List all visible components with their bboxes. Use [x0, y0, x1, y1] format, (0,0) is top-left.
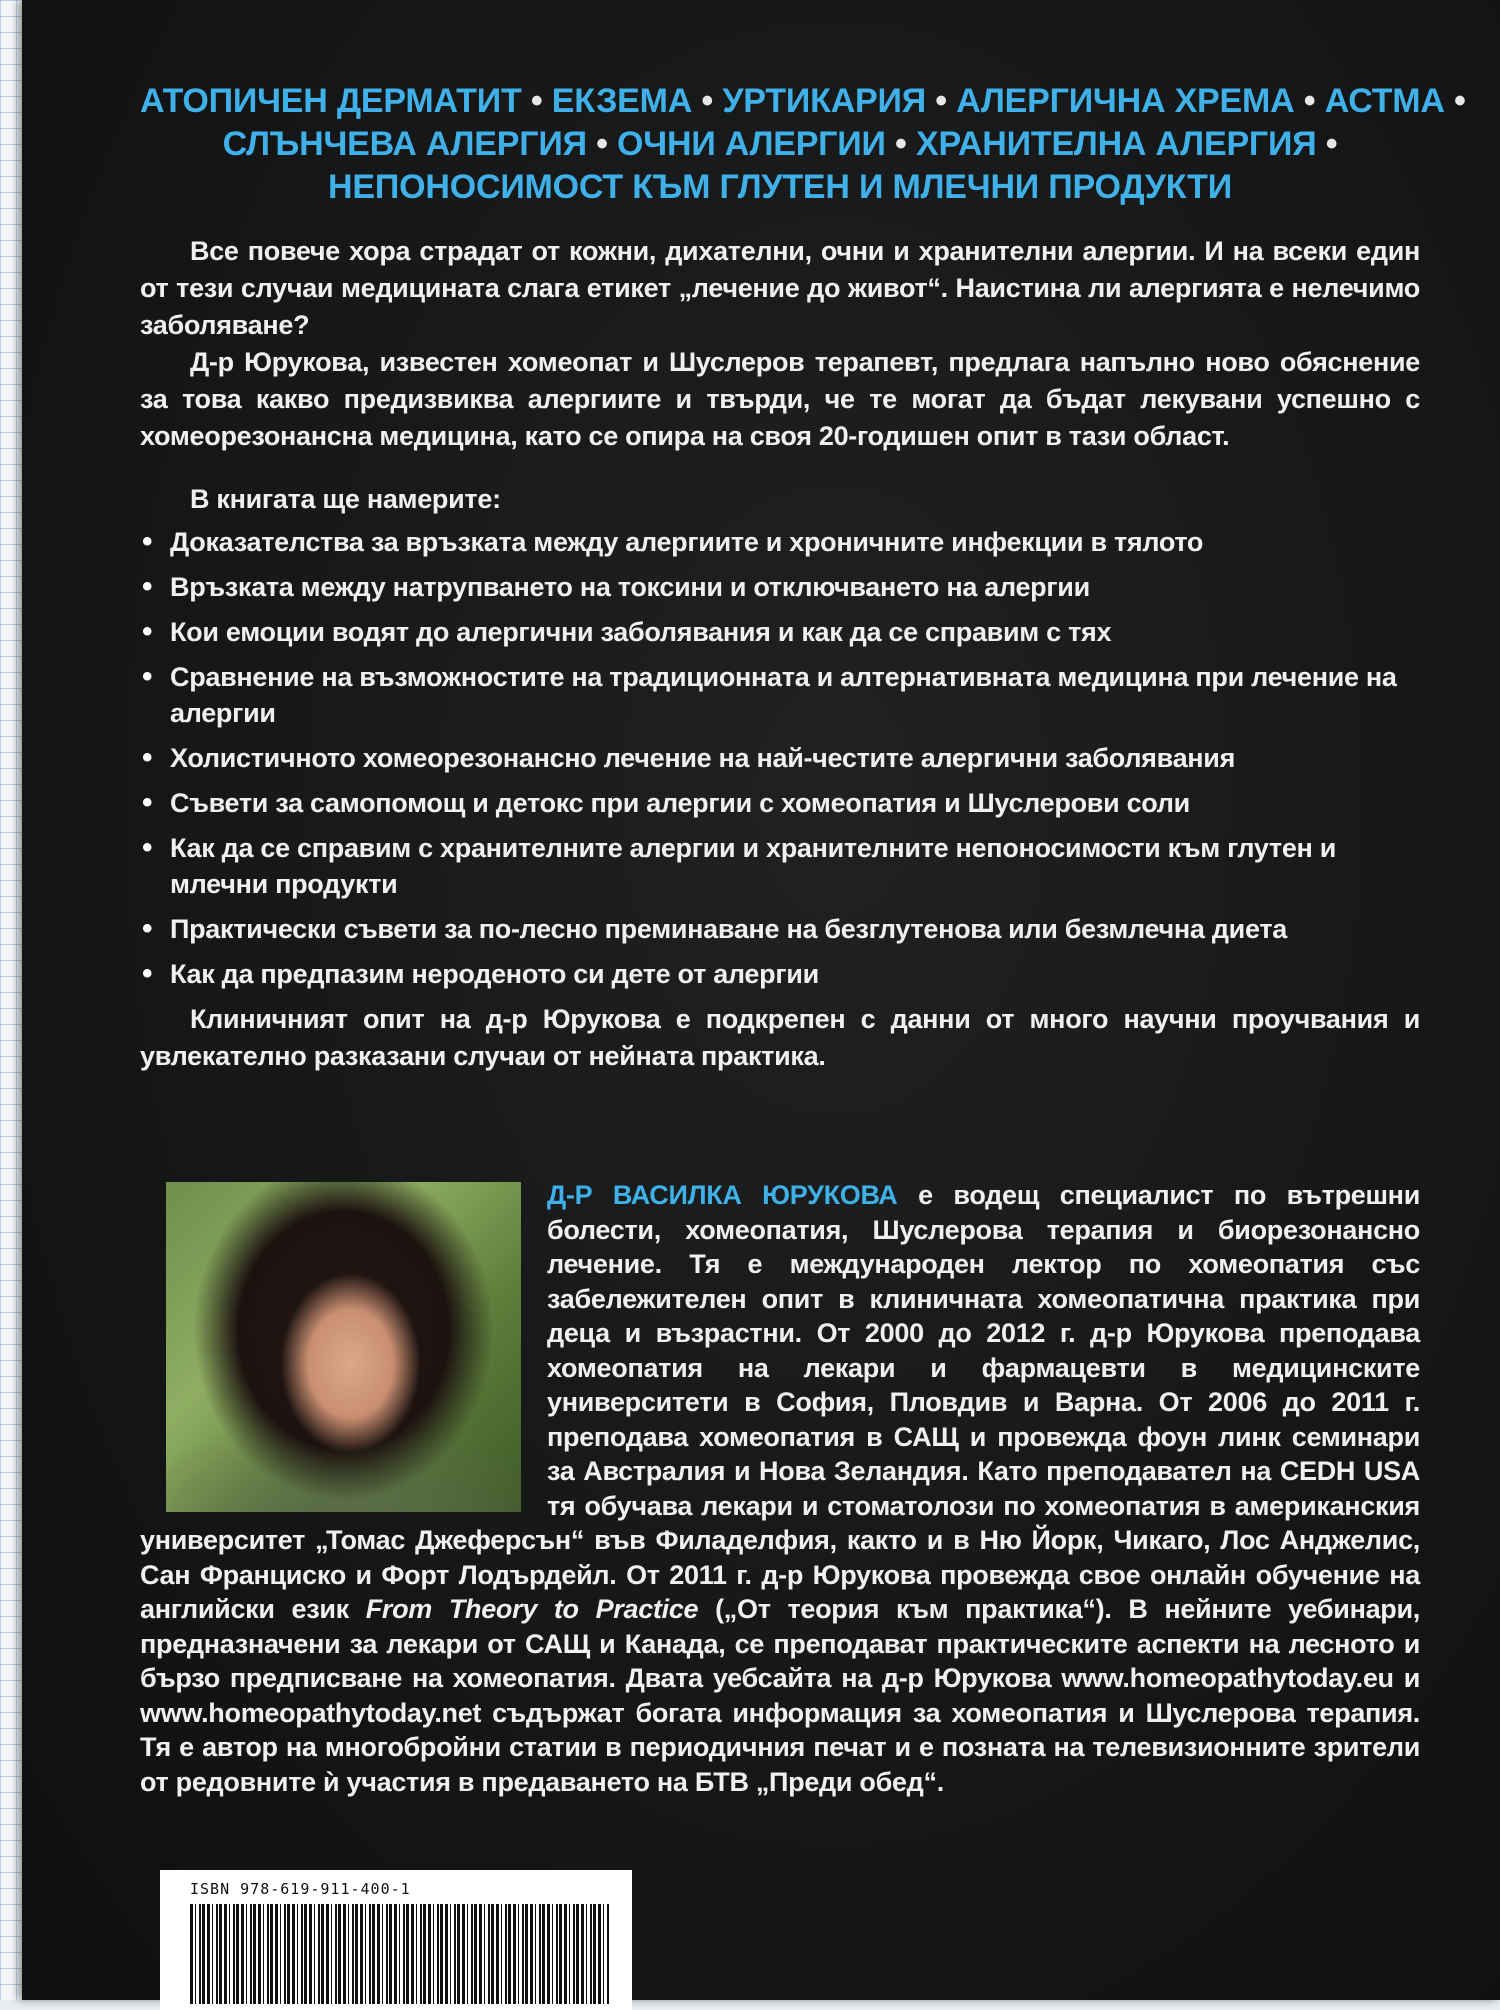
author-bio [140, 1178, 1420, 1799]
list-item: • Холистичното хомеорезонансно лечение на най-честите алергични заболявания [140, 740, 1420, 776]
author-photo [166, 1182, 521, 1512]
description-paragraph-1: Все повече хора страдат от кожни, дихателни, очни и хранителни алергии. И на всеки един от тези случаи медицината слага етикет „лечение до живот“. Наистина ли алергията е нелечимо заболяване? [140, 236, 1420, 340]
isbn-barcode-label [160, 1870, 632, 2010]
closing-paragraph: Клиничният опит на д-р Юрукова е подкрепен с данни от много научни проучвания и увлекателно разказани случаи от нейната практика. [140, 1004, 1420, 1071]
topic-line-1 [140, 80, 1466, 123]
list-item: • Как да предпазим нероденото си дете от алергии [140, 956, 1420, 992]
author-name: Д-Р ВАСИЛКА ЮРУКОВА [547, 1180, 898, 1210]
bullet-separator: • [701, 82, 714, 120]
cover-content [140, 80, 1466, 1075]
feature-list [140, 524, 1420, 992]
bullet-separator: • [596, 125, 608, 163]
author-bio-text: е водещ специалист по вътрешни болести, хомеопатия, Шуслерова терапия и биорезонансно лечение. Тя е международен лектор по хомеопатия със забележителен опит в клиничната хомеопатична практика при деца и възрастни. От 2000 до 2012 г. д-р Юрукова преподава хомеопатия на лекари и фармацевти в медицинските университети в София, Пловдив и Варна. От 2006 до 2011 г. преподава хомеопатия в САЩ и провежда фоун линк семинари за Австралия и Нова Зеландия. Като преподавател на CEDH USA тя обучава лекари и стоматолози по хомеопатия в американския университет „Томас Джеферсън“ във Филаделфия, както и в Ню Йорк, Чикаго, Лос Анджелис, Сан Франциско и Форт Лодърдейл. От 2011 г. д-р Юрукова провежда свое онлайн обучение на английски език [140, 1180, 1420, 1624]
bullet-separator: • [1325, 125, 1338, 163]
topic: АСТМА [1324, 82, 1445, 120]
bullet-separator: • [895, 125, 907, 163]
topic: УРТИКАРИЯ [722, 82, 927, 120]
list-item: • Доказателства за връзката между алергиите и хроничните инфекции в тялото [140, 524, 1420, 560]
bullet-separator: • [530, 82, 543, 120]
description [140, 233, 1420, 1075]
description-paragraph-2: Д-р Юрукова, известен хомеопат и Шуслеров терапевт, предлага напълно ново обяснение за това какво предизвиква алергиите и твърди, че те могат да бъдат лекувани успешно с хомеорезонансна медицина, като се опира на своя 20-годишен опит в тази област. [140, 347, 1420, 451]
topic: АЛЕРГИЧНА ХРЕМА [956, 82, 1295, 120]
topic-line-2 [140, 123, 1420, 166]
author-bio-text-continued: („От теория към практика“). В нейните уебинари, предназначени за лекари от САЩ и Канада, се преподават практическите аспекти на лесното и бързо предписване на хомеопатия. Двата уебсайта на д-р Юрукова www.homeopathytoday.eu и www.homeopathytoday.net съдържат богата информация за хомеопатия и Шуслерова терапия. Тя е автор на многобройни статии в периодичния печат и е позната на телевизионните зрители от редовните ѝ участия в предаването на БТВ „Преди обед“. [140, 1594, 1420, 1797]
bullet-separator: • [1454, 82, 1466, 120]
list-intro: В книгата ще намерите: [190, 484, 501, 514]
list-item: • Кои емоции водят до алергични заболявания и как да се справим с тях [140, 614, 1420, 650]
list-item: • Връзката между натрупването на токсини и отключването на алергии [140, 569, 1420, 605]
topic: ХРАНИТЕЛНА АЛЕРГИЯ [915, 125, 1317, 163]
topic: ОЧНИ АЛЕРГИИ [617, 125, 886, 163]
book-back-cover [22, 0, 1500, 2000]
list-item: • Практически съвети за по-лесно преминаване на безглутенова или безмлечна диета [140, 911, 1420, 947]
topic: СЛЪНЧЕВА АЛЕРГИЯ [222, 125, 587, 163]
topic-headline [140, 80, 1466, 209]
topic: ЕКЗЕМА [551, 82, 693, 120]
course-title: From Theory to Practice [365, 1594, 699, 1624]
topic-line-3: НЕПОНОСИМОСТ КЪМ ГЛУТЕН И МЛЕЧНИ ПРОДУКТИ [328, 168, 1232, 206]
topic: АТОПИЧЕН ДЕРМАТИТ [140, 82, 522, 120]
barcode-icon [190, 1904, 610, 2004]
bullet-separator: • [935, 82, 947, 120]
list-item: • Съвети за самопомощ и детокс при алергии с хомеопатия и Шуслерови соли [140, 785, 1420, 821]
list-item: • Сравнение на възможностите на традиционната и алтернативната медицина при лечение на алергии [140, 659, 1420, 731]
isbn-number: ISBN 978-619-911-400-1 [190, 1880, 411, 1898]
bullet-separator: • [1303, 82, 1316, 120]
list-item: • Как да се справим с хранителните алергии и хранителните непоносимости към глутен и млечни продукти [140, 830, 1420, 902]
